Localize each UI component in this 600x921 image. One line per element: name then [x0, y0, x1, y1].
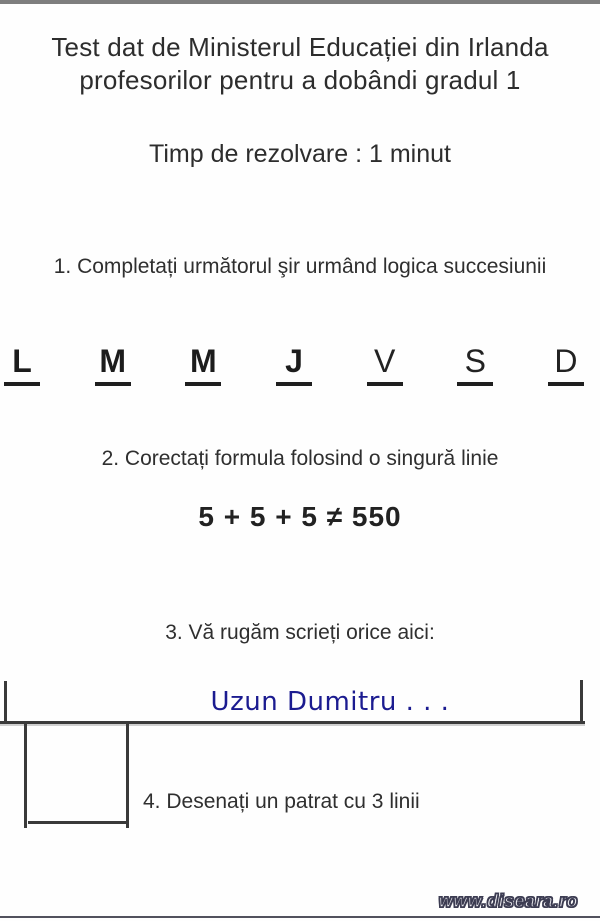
time-limit-text: Timp de rezolvare : 1 minut	[149, 140, 451, 168]
square-left-edge	[24, 724, 27, 828]
sequence-letter-6: S	[457, 344, 493, 386]
title-line-2: profesorilor pentru a dobândi gradul 1	[79, 65, 521, 95]
sequence-letter-2: M	[95, 344, 131, 386]
formula-text: 5 + 5 + 5 ≠ 550	[198, 501, 402, 532]
title-line-1: Test dat de Ministerul Educației din Irlanda	[51, 32, 549, 62]
answer-box-left-edge	[4, 681, 7, 723]
document-title	[0, 31, 600, 97]
question-1-prompt: 1. Completați următorul şir urmând logica succesiunii	[53, 255, 547, 278]
square-bottom-edge	[28, 821, 128, 824]
sequence-letter-5: V	[367, 344, 403, 386]
website-watermark: www.diseara.ro	[438, 891, 578, 911]
sequence-letter-4: J	[276, 344, 312, 386]
question-2-prompt: 2. Corectați formula folosind o singură linie	[101, 447, 499, 470]
handwritten-answer: Uzun Dumitru . . .	[210, 687, 450, 717]
question-4-prompt: 4. Desenați un patrat cu 3 linii	[143, 790, 420, 813]
bottom-border-line	[0, 916, 600, 918]
question-3-prompt: 3. Vă rugăm scrieți orice aici:	[165, 621, 435, 644]
sequence-letter-7: D	[548, 344, 584, 386]
square-right-edge	[126, 724, 129, 828]
answer-box-bottom-edge	[0, 721, 585, 724]
sequence-letter-1: L	[4, 344, 40, 386]
sequence-letter-3: M	[185, 344, 221, 386]
top-border-bar	[0, 0, 600, 4]
letter-sequence	[0, 344, 600, 386]
